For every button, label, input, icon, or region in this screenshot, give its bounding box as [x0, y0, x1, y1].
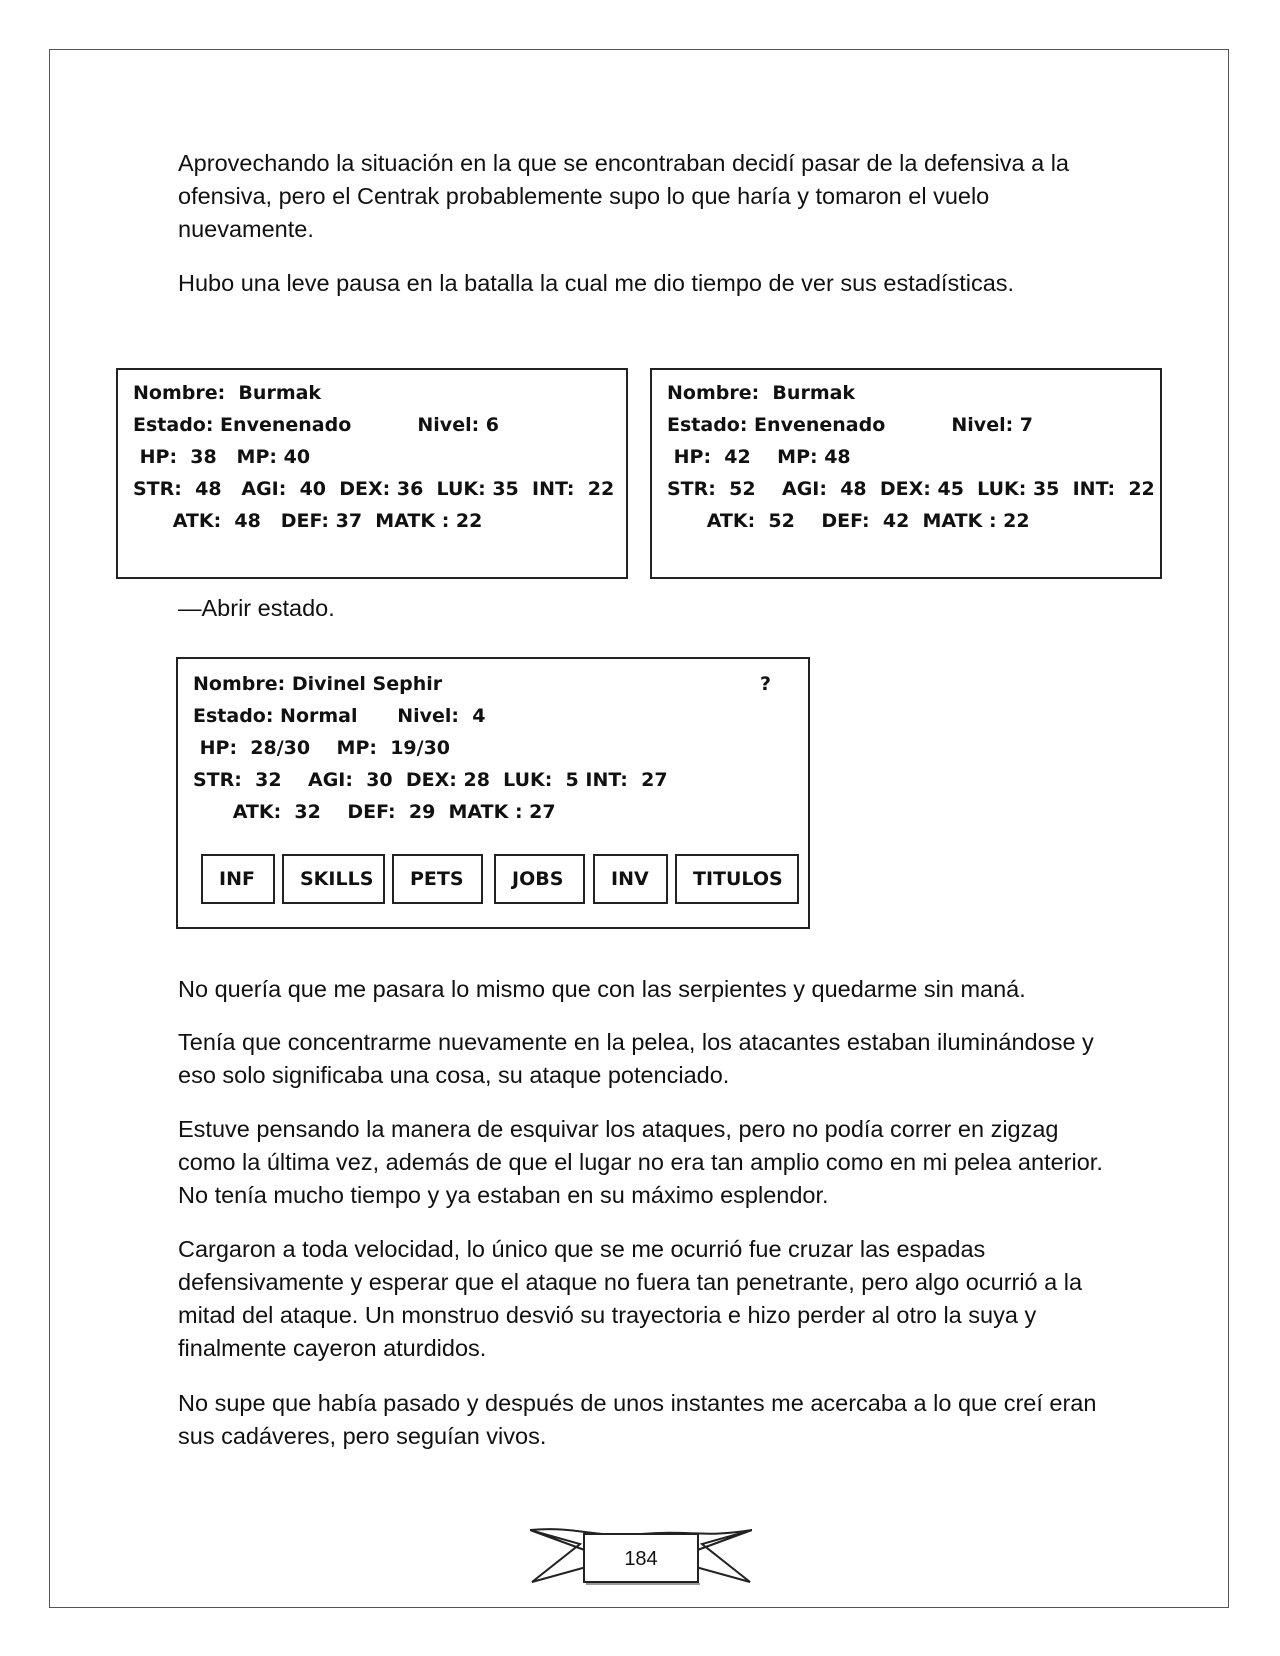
paragraph: Hubo una leve pausa en la batalla la cual me dio tiempo de ver sus estadísticas.	[178, 270, 1015, 296]
paragraph: No quería que me pasara lo mismo que con las serpientes y quedarme sin maná.	[178, 976, 1026, 1002]
status-name: Nombre: Burmak	[667, 382, 856, 404]
menu-button-pets[interactable]: PETS	[392, 854, 483, 904]
dialogue-line: —Abrir estado.	[178, 595, 335, 621]
menu-button-skills[interactable]: SKILLS	[282, 854, 385, 904]
status-combat-stats: ATK: 48 DEF: 37 MATK : 22	[133, 510, 483, 532]
menu-button-inv[interactable]: INV	[593, 854, 668, 904]
enemy-status-box-2	[650, 368, 1162, 579]
status-hp-mp: HP: 42 MP: 48	[667, 446, 851, 468]
status-combat-stats: ATK: 32 DEF: 29 MATK : 27	[193, 801, 556, 823]
status-name: Nombre: Burmak	[133, 382, 322, 404]
paragraph: Estuve pensando la manera de esquivar los ataques, pero no podía correr en zigzag como la última vez, además de que el lugar no era tan amplio como en mi pelea anterior. No tenía mucho tiempo y ya estaban en su máximo esplendor.	[178, 1116, 1103, 1208]
status-hp-mp: HP: 38 MP: 40	[133, 446, 311, 468]
status-state-level: Estado: Envenenado Nivel: 7	[667, 414, 1034, 436]
help-icon[interactable]: ?	[760, 673, 772, 695]
menu-button-jobs[interactable]: JOBS	[494, 854, 585, 904]
page-number-banner	[530, 1518, 752, 1590]
menu-button-inf[interactable]: INF	[201, 854, 275, 904]
status-state-level: Estado: Normal Nivel: 4	[193, 705, 486, 727]
status-combat-stats: ATK: 52 DEF: 42 MATK : 22	[667, 510, 1030, 532]
paragraph: Cargaron a toda velocidad, lo único que se me ocurrió fue cruzar las espadas defensivamente y esperar que el ataque no fuera tan penetrante, pero algo ocurrió a la mitad del ataque. Un monstruo desvió su trayectoria e hizo perder al otro la suya y finalmente cayeron aturdidos.	[178, 1236, 1083, 1361]
menu-button-titulos[interactable]: TITULOS	[675, 854, 799, 904]
paragraph: Aprovechando la situación en la que se encontraban decidí pasar de la defensiva a la ofensiva, pero el Centrak probablemente supo lo que haría y tomaron el vuelo nuevamente.	[178, 150, 1070, 242]
status-name: Nombre: Divinel Sephir	[193, 673, 443, 695]
enemy-status-box-1	[116, 368, 628, 579]
status-hp-mp: HP: 28/30 MP: 19/30	[193, 737, 451, 759]
page-number: 184	[624, 1548, 658, 1570]
status-attributes: STR: 52 AGI: 48 DEX: 45 LUK: 35 INT: 22	[667, 478, 1155, 500]
status-state-level: Estado: Envenenado Nivel: 6	[133, 414, 500, 436]
paragraph: Tenía que concentrarme nuevamente en la pelea, los atacantes estaban iluminándose y eso solo significaba una cosa, su ataque potenciado.	[178, 1029, 1094, 1088]
paragraph: No supe que había pasado y después de unos instantes me acercaba a lo que creí eran sus cadáveres, pero seguían vivos.	[178, 1390, 1097, 1449]
status-attributes: STR: 48 AGI: 40 DEX: 36 LUK: 35 INT: 22	[133, 478, 615, 500]
player-status-window	[176, 657, 810, 929]
status-attributes: STR: 32 AGI: 30 DEX: 28 LUK: 5 INT: 27	[193, 769, 668, 791]
